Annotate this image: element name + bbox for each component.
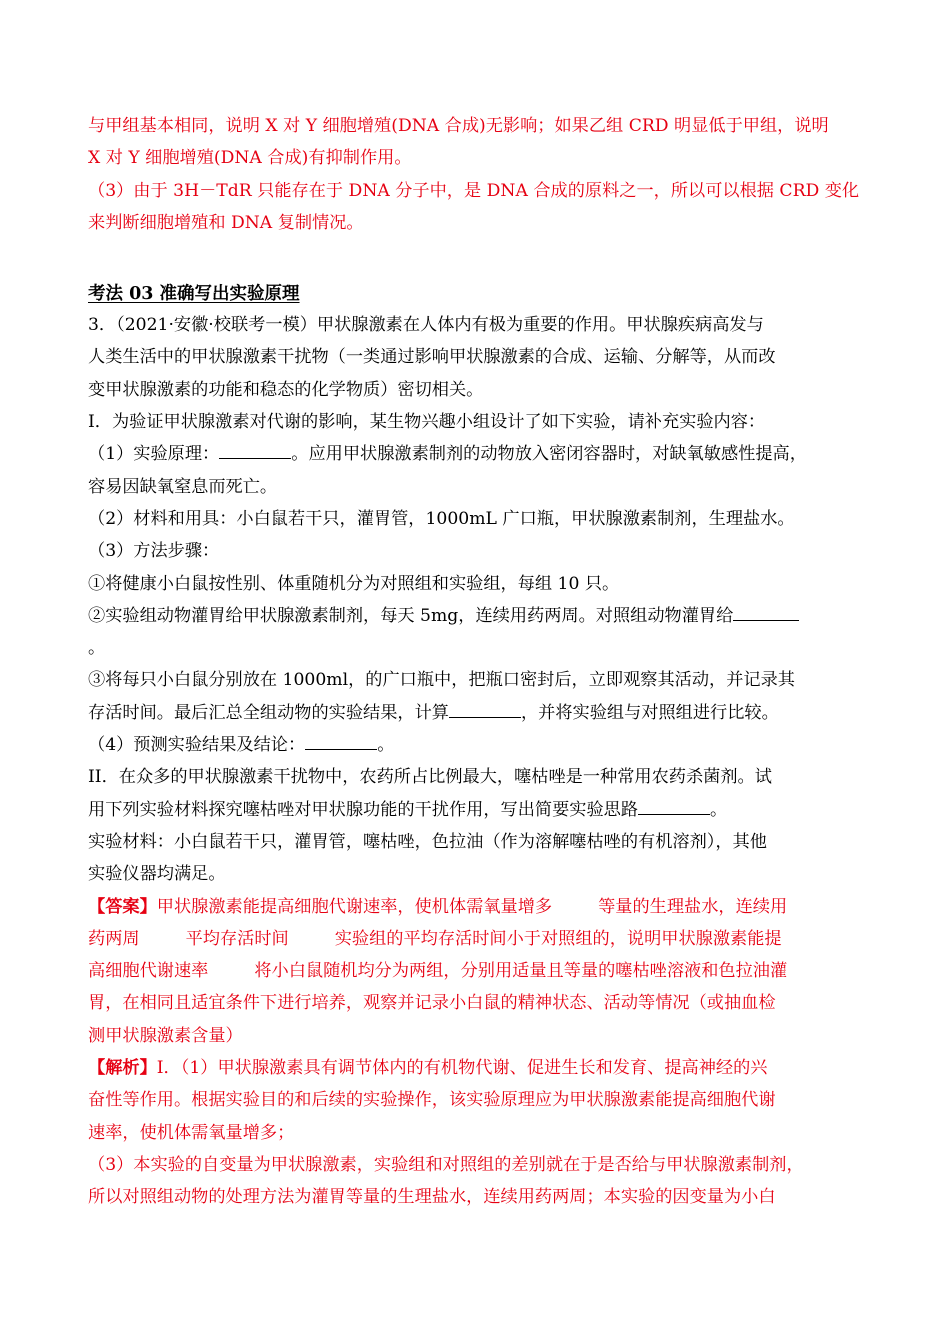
analysis-line-5: 所以对照组动物的处理方法为灌胃等量的生理盐水，连续用药两周；本实验的因变量为小白 (88, 1187, 776, 1208)
answer-part-3: 平均存活时间 (185, 928, 289, 949)
principle-label: （1）实验原理： (88, 444, 220, 465)
step3-text: 存活时间。最后汇总全组动物的实验结果，计算 (88, 702, 449, 723)
analysis-line-3: 速率，使机体需氧量增多； (88, 1122, 295, 1143)
analysis-text-1: I．（1）甲状腺激素具有调节体内的有机物代谢、促进生长和发育、提高神经的兴 (156, 1058, 768, 1079)
question-line-12: ③将每只小白鼠分别放在 1000ml，的广口瓶中，把瓶口密封后，立即观察其活动，并记录其 (88, 670, 795, 691)
question-line-13 (88, 697, 868, 729)
analysis-tag: 【解析】 (88, 1058, 157, 1079)
question-line-3: 变甲状腺激素的功能和稳态的化学物质）密切相关。 (88, 379, 484, 400)
answer-part-2: 等量的生理盐水，连续用 (598, 896, 788, 917)
question-line-5 (88, 438, 868, 470)
calculation-blank[interactable] (449, 699, 521, 718)
answer-part-2b: 药两周 (88, 928, 140, 949)
question-line-16 (88, 794, 868, 826)
prediction-end: 。 (377, 735, 395, 756)
answer-line-3 (88, 955, 868, 987)
control-group-blank[interactable] (733, 602, 799, 621)
answer-continued-line-2: X 对 Y 细胞增殖(DNA 合成)有抑制作用。 (88, 148, 412, 169)
prediction-blank[interactable] (305, 731, 377, 750)
section-heading: 考法 03 准确写出实验原理 (88, 284, 300, 305)
step3-text-end: ，并将实验组与对照组进行比较。 (520, 702, 779, 723)
step2-text: ②实验组动物灌胃给甲状腺激素制剂，每天 5mg，连续用药两周。对照组动物灌胃给 (88, 605, 734, 626)
question-line-11: 。 (88, 638, 106, 659)
answer-continued-line-1: 与甲组基本相同，说明 X 对 Y 细胞增殖(DNA 合成)无影响；如果乙组 CRD 明显低于甲组，说明 (88, 116, 829, 136)
question-line-14 (88, 729, 868, 761)
question-line-6: 容易因缺氧窒息而死亡。 (88, 476, 278, 497)
principle-blank[interactable] (219, 440, 291, 459)
principle-text: 。应用甲状腺激素制剂的动物放入密闭容器时，对缺氧敏感性提高， (291, 444, 807, 465)
answer-line-2 (88, 923, 868, 955)
answer-line-5: 测甲状腺激素含量） (88, 1025, 243, 1046)
answer-part-4: 实验组的平均存活时间小于对照组的，说明甲状腺激素能提 (334, 928, 782, 949)
question-line-15: II．在众多的甲状腺激素干扰物中，农药所占比例最大，噻枯唑是一种常用农药杀菌剂。试 (88, 767, 772, 788)
question-line-1: 3．（2021·安徽·校联考一模）甲状腺激素在人体内有极为重要的作用。甲状腺疾病高发与 (88, 315, 764, 336)
answer-tag: 【答案】 (88, 896, 157, 917)
answer-part-1: 甲状腺激素能提高细胞代谢速率，使机体需氧量增多 (156, 896, 553, 917)
question-line-18: 实验仪器均满足。 (88, 864, 226, 885)
analysis-line-4: （3）本实验的自变量为甲状腺激素，实验组和对照组的差别就在于是否给与甲状腺激素制剂， (88, 1154, 804, 1175)
answer-line-1 (88, 891, 868, 923)
question-line-17: 实验材料：小白鼠若干只，灌胃管，噻枯唑，色拉油（作为溶解噻枯唑的有机溶剂），其他 (88, 831, 767, 852)
section-gap (88, 239, 868, 279)
answer-continued-line-3: （3）由于 3H－TdR 只能存在于 DNA 分子中，是 DNA 合成的原料之一，所以可以根据 CRD 变化 (88, 180, 860, 201)
question-line-4: I．为验证甲状腺激素对代谢的影响，某生物兴趣小组设计了如下实验，请补充实验内容： (88, 412, 766, 433)
answer-part-5: 将小白鼠随机均分为两组，分别用适量且等量的噻枯唑溶液和色拉油灌 (254, 961, 788, 982)
question-line-9: ①将健康小白鼠按性别、体重随机分为对照组和实验组，每组 10 只。 (88, 573, 620, 594)
question-line-10 (88, 600, 868, 632)
answer-continued-line-4: 来判断细胞增殖和 DNA 复制情况。 (88, 212, 364, 233)
part2-end: 。 (710, 799, 728, 820)
part2-text: 用下列实验材料探究噻枯唑对甲状腺功能的干扰作用，写出简要实验思路 (88, 799, 639, 820)
question-line-2: 人类生活中的甲状腺激素干扰物（一类通过影响甲状腺激素的合成、运输、分解等，从而改 (88, 347, 776, 368)
question-line-7: （2）材料和用具：小白鼠若干只，灌胃管，1000mL 广口瓶，甲状腺激素制剂，生理盐水。 (88, 508, 795, 529)
answer-line-4: 胃，在相同且适宜条件下进行培养，观察并记录小白鼠的精神状态、活动等情况（或抽血检 (88, 993, 776, 1014)
document-page (88, 110, 868, 1214)
prediction-label: （4）预测实验结果及结论： (88, 735, 306, 756)
answer-part-4b: 高细胞代谢速率 (88, 961, 209, 982)
analysis-line-2: 奋性等作用。根据实验目的和后续的实验操作，该实验原理应为甲状腺激素能提高细胞代谢 (88, 1090, 776, 1111)
question-line-8: （3）方法步骤： (88, 541, 220, 562)
analysis-line-1 (88, 1052, 868, 1084)
idea-blank[interactable] (638, 796, 710, 815)
